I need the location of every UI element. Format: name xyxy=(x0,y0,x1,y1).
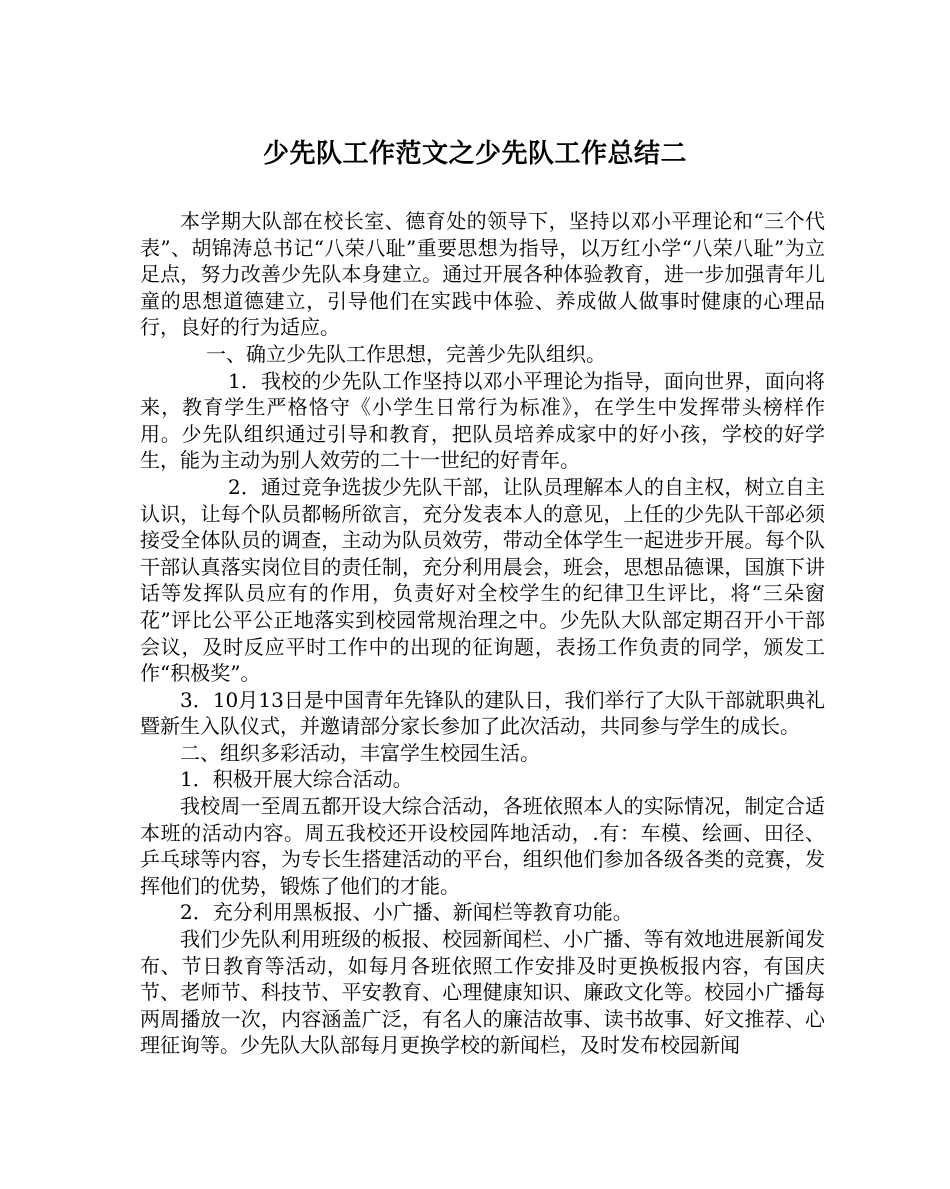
subheading-2-2: 2．充分利用黑板报、小广播、新闻栏等教育功能。 xyxy=(180,900,633,925)
paragraph-1-3: 3．10月13日是中国青年先锋队的建队日，我们举行了大队干部就职典礼暨新生入队仪式，并邀请部分家长参加了此次活动，共同参与学生的成长。 xyxy=(140,687,825,739)
document-body xyxy=(140,208,825,1059)
subheading-2-1: 1．积极开展大综合活动。 xyxy=(180,767,413,792)
section-heading-2: 二、组织多彩活动，丰富学生校园生活。 xyxy=(180,740,540,765)
paragraph-1-1: 1．我校的少先队工作坚持以邓小平理论为指导，面向世界，面向将来，教育学生严格恪守《小学生日常行为标准》，在学生中发挥带头榜样作用。少先队组织通过引导和教育，把队员培养成家中的好小孩，学校的好学生，能为主动为别人效劳的二十一世纪的好青年。 xyxy=(140,368,825,473)
paragraph-2-1: 我校周一至周五都开设大综合活动，各班依照本人的实际情况，制定合适本班的活动内容。周五我校还开设校园阵地活动，.有：车模、绘画、田径、乒乓球等内容，为专长生搭建活动的平台，组织他们参加各级各类的竞赛，发挥他们的优势，锻炼了他们的才能。 xyxy=(140,794,825,898)
section-heading-1: 一、确立少先队工作思想，完善少先队组织。 xyxy=(206,341,606,366)
paragraph-intro: 本学期大队部在校长室、德育处的领导下，坚持以邓小平理论和“三个代表”、胡锦涛总书记“八荣八耻”重要思想为指导，以万红小学“八荣八耻”为立足点，努力改善少先队本身建立。通过开展各种体验教育，进一步加强青年儿童的思想道德建立，引导他们在实践中体验、养成做人做事时健康的心理品行，良好的行为适应。 xyxy=(140,209,825,340)
paragraph-2-2: 我们少先队利用班级的板报、校园新闻栏、小广播、等有效地进展新闻发布、节日教育等活动，如每月各班依照工作安排及时更换板报内容，有国庆节、老师节、科技节、平安教育、心理健康知识、廉政文化等。校园小广播每两周播放一次，内容涵盖广泛，有名人的廉洁故事、读书故事、好文推荐、心理征询等。少先队大队部每月更换学校的新闻栏，及时发布校园新闻 xyxy=(140,927,825,1058)
paragraph-1-2: 2．通过竞争选拔少先队干部，让队员理解本人的自主权，树立自主认识，让每个队员都畅所欲言，充分发表本人的意见，上任的少先队干部必须接受全体队员的调查，主动为队员效劳，带动全体学生一起进步开展。每个队干部认真落实岗位目的责任制，充分利用晨会，班会，思想品德课，国旗下讲话等发挥队员应有的作用，负责好对全校学生的纪律卫生评比，将“三朵窗花”评比公平公正地落实到校园常规治理之中。少先队大队部定期召开小干部会议，及时反应平时工作中的出现的征询题，表扬工作负责的同学，颁发工作“积极奖”。 xyxy=(140,474,825,686)
document-title: 少先队工作范文之少先队工作总结二 xyxy=(262,139,687,169)
